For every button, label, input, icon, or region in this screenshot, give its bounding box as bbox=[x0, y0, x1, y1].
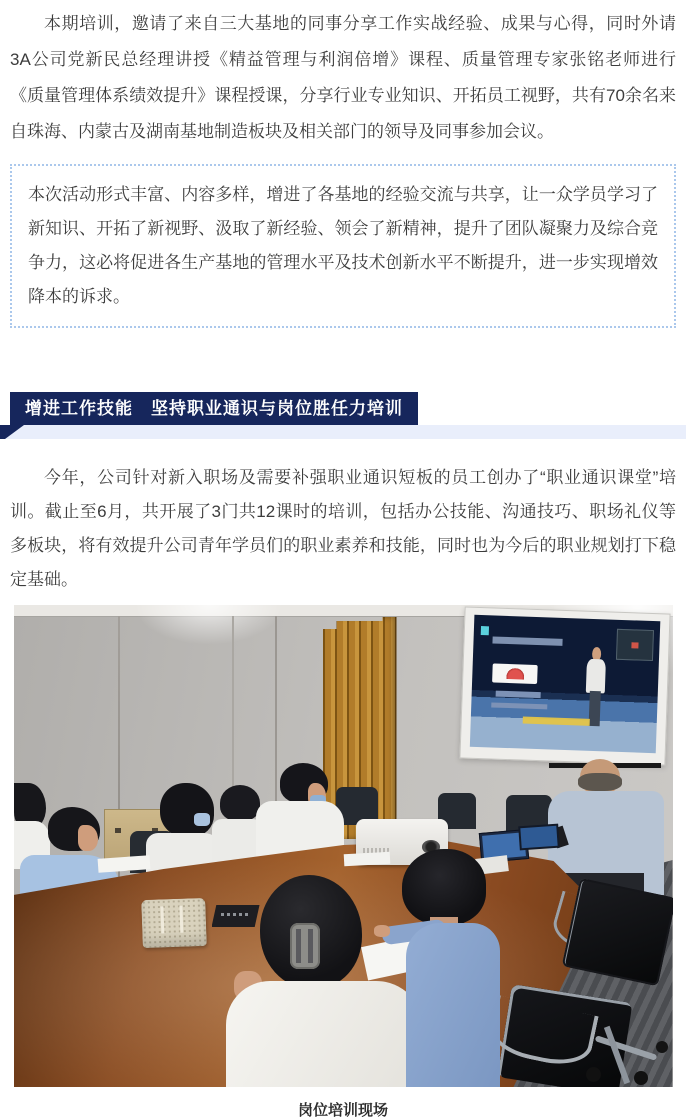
foreground-woman-blouse bbox=[226, 981, 424, 1087]
slide-subtitle-text bbox=[522, 717, 589, 726]
chair-wheel bbox=[656, 1041, 668, 1053]
inset-logo-dot bbox=[631, 642, 638, 649]
attendee-face bbox=[78, 825, 98, 851]
foreground-man-hair bbox=[402, 849, 486, 925]
slide-text-line bbox=[491, 703, 547, 710]
hair-clip-slot bbox=[308, 929, 313, 963]
training-photo-figure bbox=[0, 605, 686, 1120]
table-connection-box bbox=[212, 905, 260, 927]
presenter-figure bbox=[582, 646, 609, 726]
slide-text-line bbox=[495, 691, 540, 698]
face-mask bbox=[194, 813, 210, 826]
projection-screen bbox=[459, 606, 670, 765]
tissue-box-divider bbox=[160, 907, 164, 933]
presentation-slide bbox=[469, 615, 659, 753]
hair-clip-slot bbox=[296, 929, 301, 963]
summary-quote-box: 本次活动形式丰富、内容多样，增进了各基地的经验交流与共享，让一众学员学习了新知识、开拓了新视野、汲取了新经验、领会了新精神，提升了团队凝聚力及综合竞争力，这必将促进各生产基地的管理水平及技术创新水平不断提升，进一步实现增效降本的诉求。 bbox=[10, 164, 676, 328]
paper-sheet bbox=[343, 852, 390, 866]
attendee-hair bbox=[220, 785, 260, 821]
banner-strip-decoration bbox=[0, 425, 686, 439]
laptop bbox=[518, 824, 560, 851]
instructor-hair bbox=[578, 773, 622, 791]
foreground-man-hand bbox=[374, 925, 390, 937]
presenter-trousers bbox=[588, 691, 601, 726]
foreground-man-shirt bbox=[406, 923, 500, 1087]
intro-paragraph: 本期培训，邀请了来自三大基地的同事分享工作实战经验、成果与心得，同时外请3A公司党新民总经理讲授《精益管理与利润倍增》课程、质量管理专家张铭老师进行《质量管理体系绩效提升》课程授课，分享行业专业知识、开拓员工视野，共有70余名来自珠海、内蒙古及湖南基地制造板块及相关部门的领导及同事参加会议。 bbox=[10, 14, 676, 141]
article-container bbox=[0, 6, 686, 1120]
cabinet-handle bbox=[115, 828, 121, 833]
hair-clip bbox=[290, 923, 320, 969]
red-logo-mark bbox=[506, 668, 524, 680]
training-photo[interactable] bbox=[14, 605, 673, 1087]
chair-wheel bbox=[634, 1071, 648, 1085]
training-paragraph: 今年，公司针对新入职场及需要补强职业通识短板的员工创办了“职业通识课堂”培训。截止至6月，共开展了3门共12课时的培训，包括办公技能、沟通技巧、职场礼仪等多板块，将有效提升公司青年学员们的职业素养和技能，同时也为今后的职业规划打下稳定基础。 bbox=[10, 468, 676, 589]
ceiling-light-glow bbox=[134, 605, 284, 645]
chair-wheel bbox=[586, 1067, 601, 1082]
slide-title-text bbox=[492, 637, 563, 646]
photo-caption: 岗位培训现场 bbox=[297, 1102, 388, 1119]
presenter-shirt bbox=[586, 659, 606, 693]
inset-video-window bbox=[616, 629, 654, 661]
section-banner bbox=[0, 392, 686, 439]
tissue-box-divider bbox=[179, 906, 183, 932]
slide-bullet-icon bbox=[481, 626, 489, 635]
connection-box-ports bbox=[221, 913, 250, 916]
section-title: 增进工作技能 坚持职业通识与岗位胜任力培训 bbox=[10, 392, 418, 425]
slide-logo-box bbox=[492, 663, 537, 684]
attendee-hair bbox=[160, 783, 214, 837]
wall-seam bbox=[275, 616, 277, 816]
tissue-box bbox=[141, 898, 207, 948]
laptop-screen bbox=[520, 826, 557, 848]
